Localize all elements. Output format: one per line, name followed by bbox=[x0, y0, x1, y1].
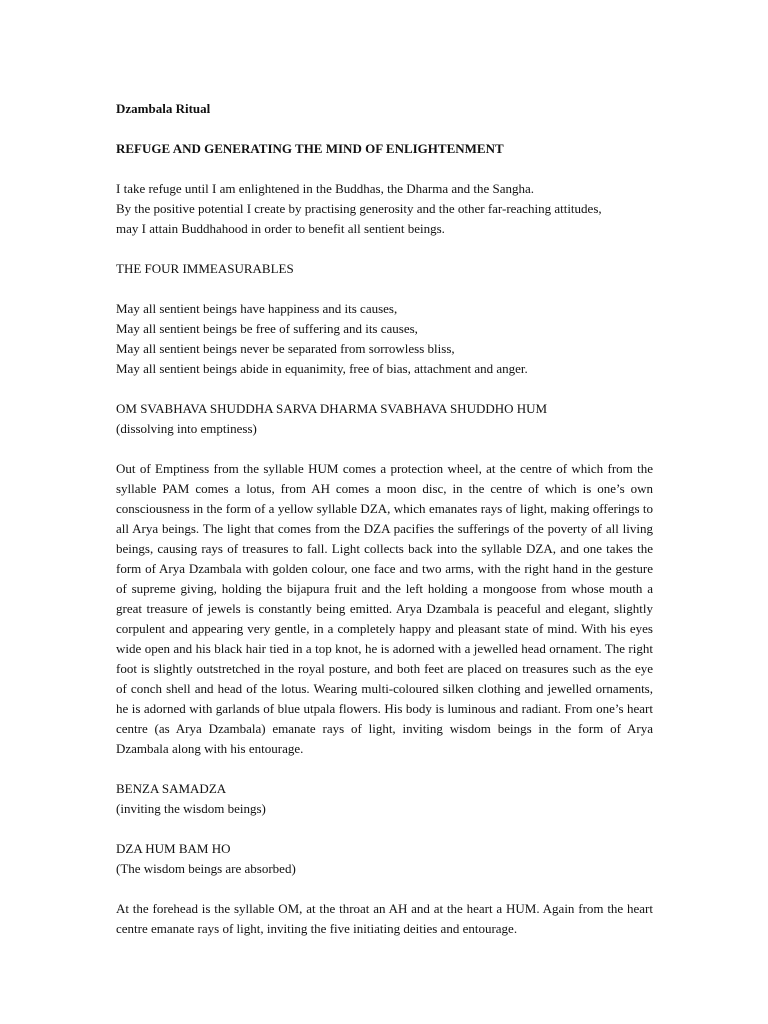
immeasurables-line: May all sentient beings be free of suffering and its causes, bbox=[116, 321, 418, 336]
absorb-mantra: DZA HUM BAM HO bbox=[116, 841, 231, 856]
invite-mantra-note: (inviting the wisdom beings) bbox=[116, 801, 266, 816]
refuge-line: may I attain Buddhahood in order to benefit all sentient beings. bbox=[116, 221, 445, 236]
invite-mantra: BENZA SAMADZA bbox=[116, 781, 227, 796]
refuge-line: By the positive potential I create by practising generosity and the other far-reaching attitudes, bbox=[116, 201, 602, 216]
refuge-heading: REFUGE AND GENERATING THE MIND OF ENLIGHTENMENT bbox=[116, 141, 504, 156]
refuge-verse bbox=[116, 179, 653, 239]
absorb-mantra-block bbox=[116, 839, 653, 879]
absorb-mantra-note: (The wisdom beings are absorbed) bbox=[116, 861, 296, 876]
closing-paragraph: At the forehead is the syllable OM, at the throat an AH and at the heart a HUM. Again from the heart centre emanate rays of light, inviting the five initiating deities and entourage. bbox=[116, 901, 653, 936]
immeasurables-line: May all sentient beings never be separated from sorrowless bliss, bbox=[116, 341, 455, 356]
refuge-line: I take refuge until I am enlightened in the Buddhas, the Dharma and the Sangha. bbox=[116, 181, 535, 196]
immeasurables-heading: THE FOUR IMMEASURABLES bbox=[116, 261, 294, 276]
emptiness-mantra-note: (dissolving into emptiness) bbox=[116, 421, 257, 436]
generation-paragraph: Out of Emptiness from the syllable HUM comes a protection wheel, at the centre of which from the syllable PAM comes a lotus, from AH comes a moon disc, in the centre of which is one’s own consciousness in the form of a yellow syllable DZA, which emanates rays of light, making offerings to all Arya beings. The light that comes from the DZA pacifies the sufferings of the poverty of all living beings, causing rays of treasures to fall. Light collects back into the syllable DZA, and one takes the form of Arya Dzambala with golden colour, one face and two arms, with the right hand in the gesture of supreme giving, holding the bijapura fruit and the left holding a mongoose from whose mouth a great treasure of jewels is constantly being emitted. Arya Dzambala is peaceful and elegant, slightly corpulent and appearing very gentle, in a completely happy and pleasant state of mind. With his eyes wide open and his black hair tied in a top knot, he is adorned with a jewelled head ornament. The right foot is slightly outstretched in the royal posture, and both feet are placed on treasures such as the eye of conch shell and head of the lotus. Wearing multi-coloured silken clothing and jewelled ornaments, he is adorned with garlands of blue utpala flowers. His body is luminous and radiant. From one’s heart centre (as Arya Dzambala) emanate rays of light, inviting wisdom beings in the form of Arya Dzambala along with his entourage. bbox=[116, 461, 653, 756]
document-title: Dzambala Ritual bbox=[116, 101, 211, 116]
immeasurables-verse bbox=[116, 299, 653, 379]
document-body bbox=[116, 99, 653, 939]
immeasurables-line: May all sentient beings abide in equanimity, free of bias, attachment and anger. bbox=[116, 361, 528, 376]
emptiness-mantra-block bbox=[116, 399, 653, 439]
immeasurables-line: May all sentient beings have happiness and its causes, bbox=[116, 301, 398, 316]
emptiness-mantra: OM SVABHAVA SHUDDHA SARVA DHARMA SVABHAVA SHUDDHO HUM bbox=[116, 401, 548, 416]
invite-mantra-block bbox=[116, 779, 653, 819]
